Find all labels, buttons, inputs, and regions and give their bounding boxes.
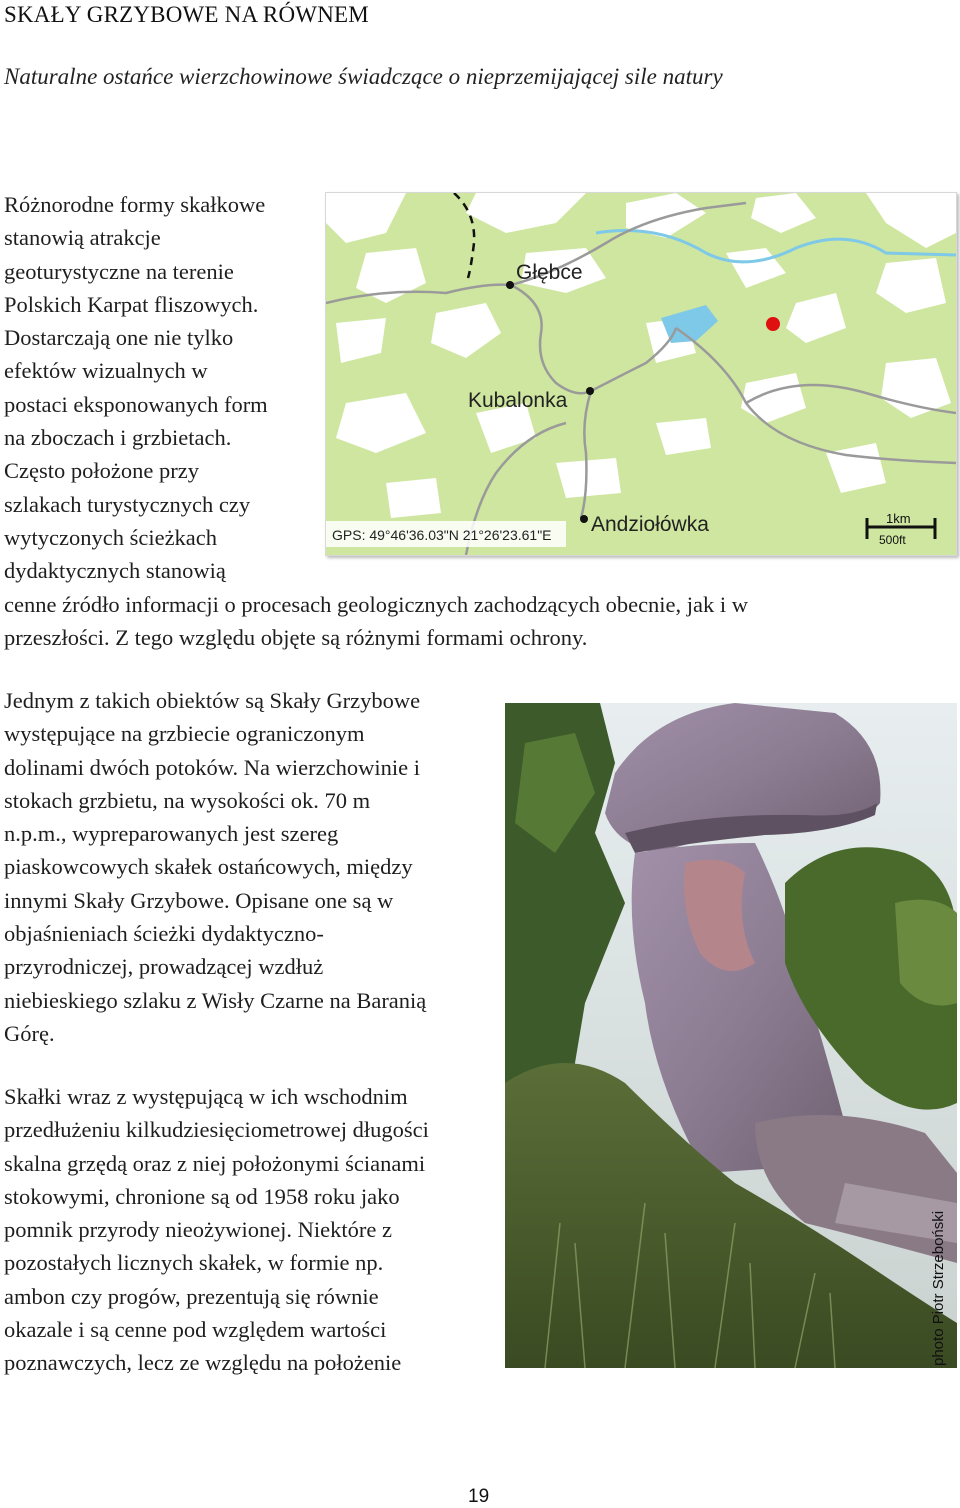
- text-line: Różnorodne formy skałkowe: [4, 192, 266, 217]
- photo-credit: photo Piotr Strzeboński: [930, 1210, 947, 1366]
- text-line: Polskich Karpat fliszowych.: [4, 291, 259, 317]
- text-line: dydaktycznych stanowią: [4, 558, 226, 584]
- text-line: niebieskiego szlaku z Wisły Czarne na Baranią: [4, 987, 427, 1013]
- text-line: Jednym z takich obiektów są Skały Grzybowe: [4, 688, 421, 713]
- rock-photo: [505, 703, 957, 1368]
- text-line: szlakach turystycznych czy: [4, 491, 251, 517]
- place-dot-andziolowka: [580, 515, 588, 523]
- text-line: na zboczach i grzbietach.: [4, 425, 232, 451]
- place-label-andziolowka: Andziołówka: [591, 513, 709, 536]
- text-line: dolinami dwóch potoków. Na wierzchowinie i: [4, 754, 420, 780]
- text-line: stokowymi, chronione są od 1958 roku jako: [4, 1183, 400, 1209]
- page-number: 19: [468, 1486, 490, 1507]
- text-line: przeszłości. Z tego względu objęte są różnymi formami ochrony.: [4, 624, 588, 650]
- text-line: Dostarczają one nie tylko: [4, 325, 234, 351]
- paragraph-description: [4, 684, 426, 1050]
- text-line: przyrodniczej, prowadzącej wzdłuż: [4, 954, 324, 980]
- text-line: piaskowcowych skałek ostańcowych, między: [4, 854, 413, 880]
- text-line: okazale i są cenne pod względem wartości: [4, 1317, 387, 1343]
- paragraph-protection: [4, 1080, 429, 1380]
- text-line: poznawczych, lecz ze względu na położenie: [4, 1350, 402, 1376]
- text-line: stanowią atrakcje: [4, 225, 161, 251]
- text-line: cenne źródło informacji o procesach geologicznych zachodzących obecnie, jak i w: [4, 591, 749, 617]
- place-dot-kubalonka: [586, 387, 594, 395]
- text-line: postaci eksponowanych form: [4, 391, 268, 417]
- page-subtitle: Naturalne ostańce wierzchowinowe świadczące o nieprzemijającej sile natury: [4, 64, 723, 89]
- text-line: występujące na grzbiecie ograniczonym: [4, 721, 365, 747]
- text-line: stokach grzbietu, na wysokości ok. 70 m: [4, 787, 371, 813]
- text-line: Często położone przy: [4, 458, 199, 484]
- text-line: skalna grzędą oraz z niej położonymi ścianami: [4, 1150, 426, 1176]
- text-line: Górę.: [4, 1020, 55, 1046]
- text-line: geoturystyczne na terenie: [4, 258, 234, 284]
- location-marker: [766, 317, 780, 331]
- page-title: SKAŁY GRZYBOWE NA RÓWNEM: [4, 2, 369, 27]
- text-line: przedłużeniu kilkudziesięciometrowej długości: [4, 1117, 429, 1143]
- place-dot-glebce: [506, 281, 514, 289]
- text-line: n.p.m., wypreparowanych jest szereg: [4, 821, 339, 847]
- scale-km-label: 1km: [886, 511, 911, 526]
- text-line: ambon czy progów, prezentują się równie: [4, 1283, 379, 1309]
- text-line: innymi Skały Grzybowe. Opisane one są w: [4, 887, 394, 913]
- text-line: objaśnieniach ścieżki dydaktyczno-: [4, 921, 324, 947]
- text-line: Skałki wraz z występującą w ich wschodnim: [4, 1084, 408, 1109]
- scale-ft-label: 500ft: [879, 533, 906, 547]
- place-label-glebce: Głębce: [516, 261, 583, 284]
- text-line: pozostałych licznych skałek, w formie np.: [4, 1250, 384, 1276]
- text-line: pomnik przyrody nieożywionej. Niektóre z: [4, 1217, 393, 1243]
- text-line: efektów wizualnych w: [4, 358, 208, 384]
- gps-readout: GPS: 49°46'36.03"N 21°26'23.61"E: [332, 527, 552, 543]
- place-label-kubalonka: Kubalonka: [468, 389, 568, 412]
- location-map: [325, 192, 957, 556]
- text-line: wytyczonych ścieżkach: [4, 524, 218, 550]
